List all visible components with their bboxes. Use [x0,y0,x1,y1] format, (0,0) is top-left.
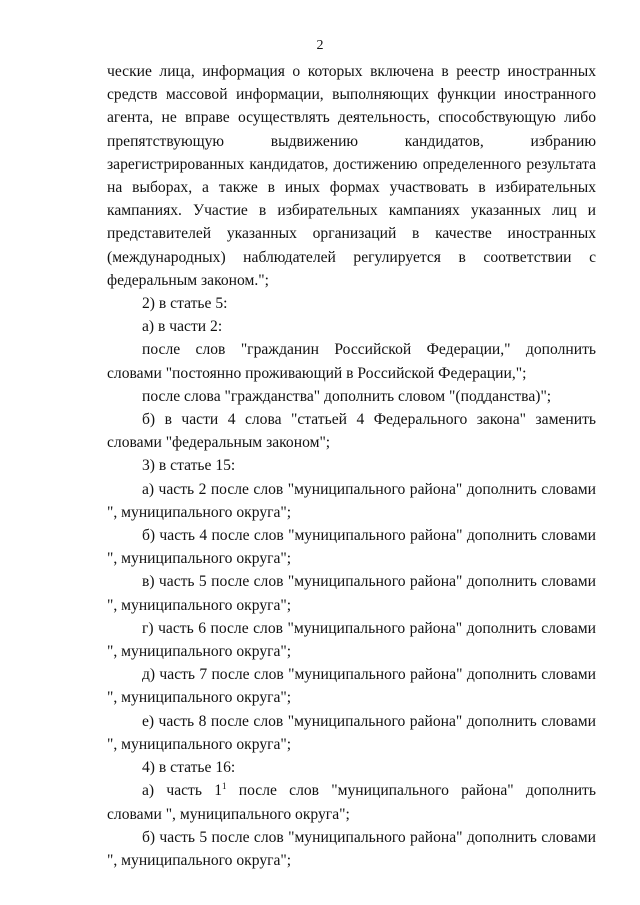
list-item: д) часть 7 после слов "муниципального района" дополнить словами ", муниципального округа"; [107,666,596,707]
list-item-with-superscript [107,779,596,825]
item-prefix: а) часть 1 [142,782,223,800]
list-item: после слов "гражданин Российской Федерации," дополнить словами "постоянно проживающий в Российской Федерации,"; [107,341,596,382]
continued-paragraph: ческие лица, информация о которых включена в реестр иностранных средств массовой информации, выполняющих функции иностранного агента, не вправе осуществлять деятельность, способствующую либо препятствующую выдвижению кандидатов, избранию зарегистрированных кандидатов, достижению определенного результата на выборах, а также в иных формах участвовать в избирательных кампаниях. Участие в избирательных кампаниях указанных лиц и представителей указанных организаций в качестве иностранных (международных) наблюдателей регулируется в соответствии с федеральным законом."; [107,63,596,289]
item-suffix: после слов "муниципального района" дополнить словами ", муниципального округа"; [107,782,596,823]
list-item: а) в части 2: [142,318,223,336]
list-item: 4) в статье 16: [142,759,236,777]
list-item: б) часть 4 после слов "муниципального района" дополнить словами ", муниципального округа"; [107,527,596,568]
list-item: б) часть 5 после слов "муниципального района" дополнить словами ", муниципального округа"; [107,828,596,869]
list-item: а) часть 2 после слов "муниципального района" дополнить словами ", муниципального округа"; [107,480,596,521]
list-item: в) часть 5 после слов "муниципального района" дополнить словами ", муниципального округа"; [107,573,596,614]
page-number: 2 [316,38,324,53]
list-item: после слова "гражданства" дополнить словом "(подданства)"; [142,387,552,405]
list-item: г) часть 6 после слов "муниципального района" дополнить словами ", муниципального округа"; [107,619,596,661]
list-item: 3) в статье 15: [142,457,236,475]
list-item: е) часть 8 после слов "муниципального района" дополнить словами ", муниципального округа"; [107,712,596,753]
list-item: б) в части 4 слова "статьей 4 Федерального закона" заменить словами "федеральным законом"; [107,411,596,452]
superscript: 1 [222,781,227,792]
document-body [107,60,596,872]
list-item: 2) в статье 5: [142,295,228,313]
